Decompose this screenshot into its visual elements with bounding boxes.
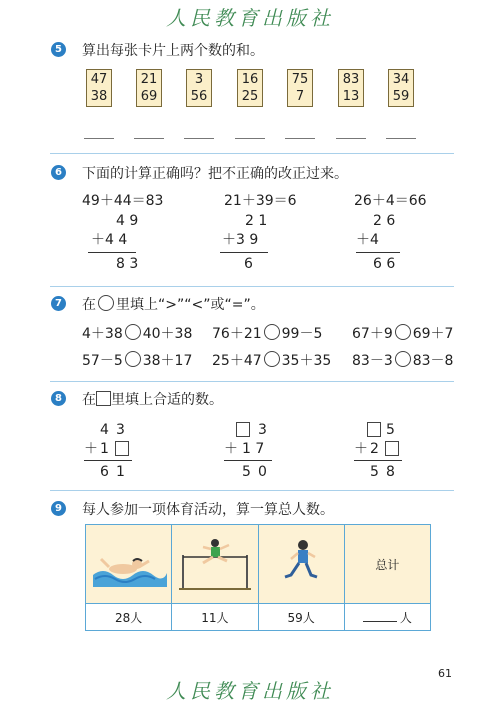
comparison: 57－5 38＋17 <box>82 353 193 369</box>
digit-blank-box[interactable] <box>385 441 399 456</box>
equation: 26＋4＝66 <box>354 193 427 209</box>
number-card: 47 38 <box>86 69 112 107</box>
page-number: 61 <box>438 667 452 680</box>
digit-blank-box[interactable] <box>367 422 381 437</box>
question-number-9: 9 <box>51 501 66 516</box>
equation: 49＋44＝83 <box>82 193 164 209</box>
answer-line[interactable] <box>386 138 416 139</box>
question-7-text: 在 里填上“>”“<”或“=”。 <box>82 297 265 313</box>
vertical-result: 6 <box>244 256 253 272</box>
answer-line[interactable] <box>134 138 164 139</box>
running-picture <box>258 525 344 604</box>
swimming-picture <box>86 525 172 604</box>
publisher-header: 人民教育出版社 <box>166 6 334 30</box>
vertical-digit: 8 <box>386 464 395 480</box>
square-blank-icon <box>96 391 111 406</box>
total-label-cell: 总计 <box>344 525 430 604</box>
question-8-text: 在 里填上合适的数。 <box>82 392 223 408</box>
question-number-5: 5 <box>51 42 66 57</box>
vertical-operand: 2 1 <box>245 213 268 229</box>
section-divider <box>50 153 454 154</box>
question-9-text: 每人参加一项体育活动，算一算总人数。 <box>82 502 334 518</box>
number-card: 75 7 <box>287 69 313 107</box>
total-answer-blank[interactable] <box>363 621 397 622</box>
vertical-digit: 5 <box>370 464 379 480</box>
section-divider <box>50 286 454 287</box>
number-card: 21 69 <box>136 69 162 107</box>
comparison: 76＋21 99－5 <box>212 326 323 342</box>
answer-line[interactable] <box>184 138 214 139</box>
vertical-digit: 4 <box>100 422 109 438</box>
vertical-result: 8 3 <box>116 256 139 272</box>
publisher-footer: 人民教育出版社 <box>166 679 334 703</box>
question-5-text: 算出每张卡片上两个数的和。 <box>82 43 264 59</box>
number-card: 16 25 <box>237 69 263 107</box>
vertical-digit: 3 <box>258 422 267 438</box>
count-value: 28人 <box>86 604 172 631</box>
question-number-8: 8 <box>51 391 66 406</box>
answer-line[interactable] <box>285 138 315 139</box>
comparison-circle[interactable] <box>264 351 280 367</box>
section-divider <box>50 381 454 382</box>
count-value: 59人 <box>258 604 344 631</box>
hurdle-jumper-icon <box>175 533 255 593</box>
comparison-circle[interactable] <box>264 324 280 340</box>
vertical-operand: 4 9 <box>116 213 139 229</box>
vertical-digit: 1 <box>100 441 109 457</box>
section-divider <box>50 490 454 491</box>
runner-icon <box>271 533 331 593</box>
comparison: 83－3 83－8 <box>352 353 454 369</box>
answer-line[interactable] <box>336 138 366 139</box>
plus-sign: ＋ <box>354 441 368 457</box>
comparison-circle[interactable] <box>125 324 141 340</box>
equation: 21＋39＝6 <box>224 193 297 209</box>
plus-sign: ＋ <box>224 441 238 457</box>
number-card: 34 59 <box>388 69 414 107</box>
question-number-6: 6 <box>51 165 66 180</box>
answer-line[interactable] <box>235 138 265 139</box>
comparison-circle[interactable] <box>395 351 411 367</box>
answer-line[interactable] <box>84 138 114 139</box>
digit-blank-box[interactable] <box>236 422 250 437</box>
vertical-digit: 1 <box>116 464 125 480</box>
vertical-result: 6 6 <box>373 256 396 272</box>
vertical-digit: 3 <box>116 422 125 438</box>
question-number-7: 7 <box>51 296 66 311</box>
comparison: 4＋38 40＋38 <box>82 326 193 342</box>
vertical-operand: ＋4 <box>356 232 379 248</box>
comparison: 25＋47 35＋35 <box>212 353 332 369</box>
number-card: 83 13 <box>338 69 364 107</box>
plus-sign: ＋ <box>84 441 98 457</box>
digit-blank-box[interactable] <box>115 441 129 456</box>
count-value: 11人 <box>172 604 258 631</box>
vertical-operand: 2 6 <box>373 213 396 229</box>
total-answer-cell[interactable]: 人 <box>344 604 430 631</box>
circle-blank-icon <box>98 295 114 311</box>
vertical-digit: 6 <box>100 464 109 480</box>
vertical-operand: ＋3 9 <box>222 232 259 248</box>
number-card: 3 56 <box>186 69 212 107</box>
vertical-operand: ＋4 4 <box>91 232 128 248</box>
vertical-digit: 2 <box>370 441 379 457</box>
calc-line <box>84 460 132 461</box>
question-6-text: 下面的计算正确吗？把不正确的改正过来。 <box>82 166 348 182</box>
vertical-digit: 5 <box>242 464 251 480</box>
calc-line <box>88 252 136 253</box>
sports-count-table <box>85 524 431 631</box>
vertical-digit: 0 <box>258 464 267 480</box>
comparison: 67＋9 69＋7 <box>352 326 454 342</box>
calc-line <box>224 460 272 461</box>
hurdle-picture <box>172 525 258 604</box>
comparison-circle[interactable] <box>395 324 411 340</box>
comparison-circle[interactable] <box>125 351 141 367</box>
vertical-digit: 5 <box>386 422 395 438</box>
calc-line <box>354 460 402 461</box>
vertical-digits: 1 7 <box>242 441 265 457</box>
calc-line <box>356 252 400 253</box>
calc-line <box>220 252 268 253</box>
swimmer-icon <box>89 533 169 593</box>
